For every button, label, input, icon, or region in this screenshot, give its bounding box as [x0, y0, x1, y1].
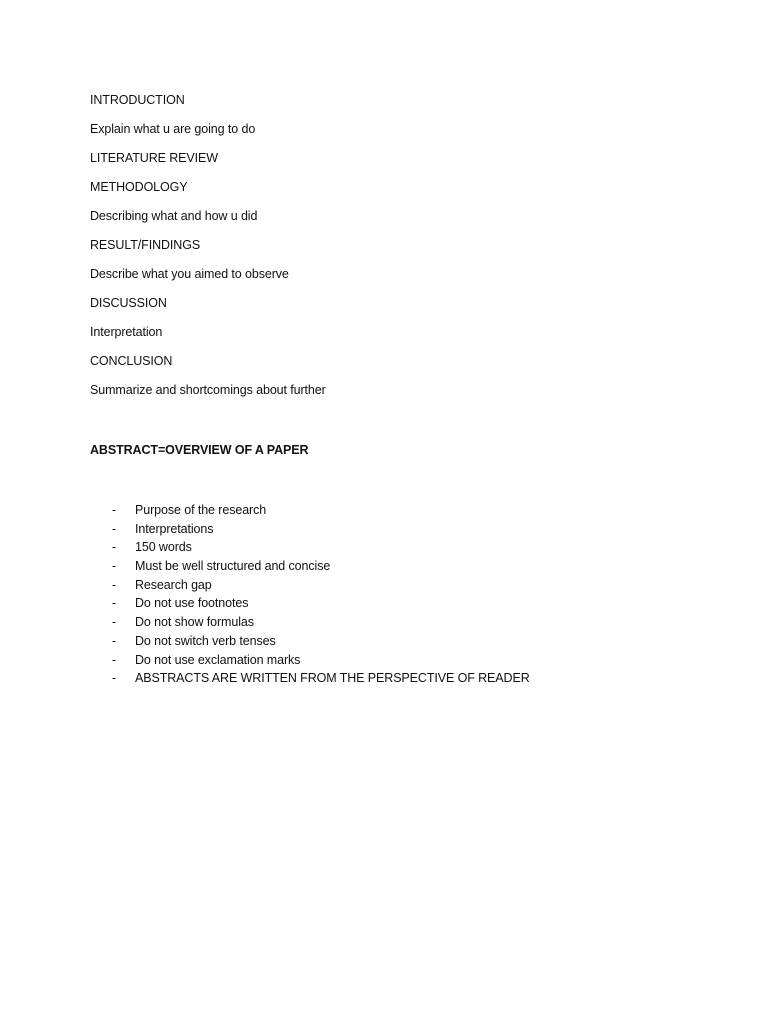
bullet-text: Do not show formulas [135, 615, 254, 630]
bullet-text: Must be well structured and concise [135, 559, 331, 574]
bullet-dash: - [112, 633, 117, 648]
section-heading-literature-review: LITERATURE REVIEW [90, 151, 218, 165]
bullet-text: Purpose of the research [135, 503, 267, 517]
bullet-dash: - [112, 503, 117, 517]
section-heading-results: RESULT/FINDINGS [90, 238, 201, 252]
section-note-conclusion: Summarize and shortcomings about further [90, 383, 326, 397]
bullet-dash: - [112, 615, 117, 630]
bullet-dash: - [112, 652, 117, 667]
bullet-dash: - [112, 559, 117, 574]
bullet-dash: - [112, 577, 117, 592]
bullet-text: Do not use footnotes [135, 596, 249, 611]
abstract-heading: ABSTRACT=OVERVIEW OF A PAPER [90, 443, 309, 457]
section-note-introduction: Explain what u are going to do [90, 122, 256, 136]
section-heading-conclusion: CONCLUSION [90, 354, 173, 368]
bullet-dash: - [112, 671, 117, 686]
section-note-results: Describe what you aimed to observe [90, 267, 289, 281]
section-heading-discussion: DISCUSSION [90, 296, 167, 310]
section-heading-methodology: METHODOLOGY [90, 180, 188, 194]
bullet-text: Research gap [135, 577, 212, 592]
section-note-discussion: Interpretation [90, 325, 163, 339]
bullet-text: Do not use exclamation marks [135, 652, 301, 667]
bullet-text: Interpretations [135, 521, 214, 536]
bullet-text: 150 words [135, 540, 192, 555]
bullet-text: Do not switch verb tenses [135, 633, 276, 648]
outline-list [90, 92, 326, 411]
section-note-methodology: Describing what and how u did [90, 209, 258, 223]
bullet-text: ABSTRACTS ARE WRITTEN FROM THE PERSPECTIVE OF READER [135, 671, 530, 686]
section-heading-introduction: INTRODUCTION [90, 93, 185, 107]
bullet-dash: - [112, 596, 117, 611]
bullet-dash: - [112, 540, 117, 555]
bullet-dash: - [112, 521, 117, 536]
